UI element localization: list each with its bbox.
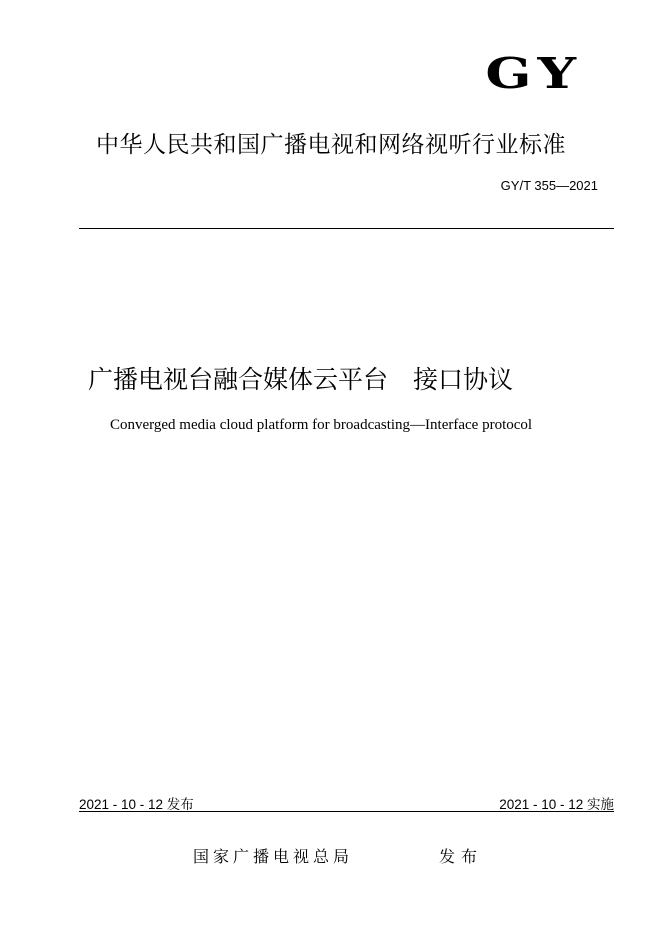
publish-label: 发布 (439, 847, 484, 866)
document-title-zh: 广播电视台融合媒体云平台 接口协议 (88, 365, 514, 394)
footer-divider (79, 811, 614, 812)
issuing-authority: 国家广播电视总局 (193, 847, 354, 866)
standard-category-title: 中华人民共和国广播电视和网络视听行业标准 (96, 132, 566, 158)
implementation-date: 2021 - 10 - 12 实施 (499, 797, 614, 812)
header-divider (79, 228, 614, 229)
standard-number: GY/T 355—2021 (500, 178, 598, 193)
gy-logo: GY (485, 48, 582, 99)
document-title-en: Converged media cloud platform for broadcasting—Interface protocol (110, 417, 533, 433)
issue-date: 2021 - 10 - 12 发布 (79, 797, 194, 812)
